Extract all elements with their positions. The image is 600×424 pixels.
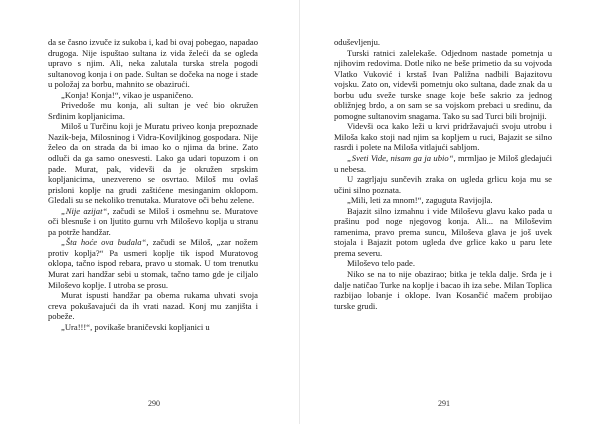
paragraph: U zagrljaju sunčevih zraka on ugleda grlicu koja mu se učini silno poznata. <box>334 174 552 195</box>
left-page-text <box>48 37 258 332</box>
page-number: 290 <box>148 399 160 408</box>
paragraph: Miloš u Turčinu koji je Muratu priveo konja prepoznade Nazik-beja, Milosninog i Vidra-Koviljkinog gospodara. Nije želeo da on strada da bi imao ko o njima da brine. Zato odluči da ga samo onesvesti. Lako ga udari topuzom i on pade. Murat, pak, videvši da je okružen srpskim kopljanicima, unezvereno se osvrtao. Miloš mu ovlaš prisloni koplje na grudi zaštićene mesinganim oklopom. Gledali su se nekoliko trenutaka. Muratove oči behu zelene. <box>48 121 258 206</box>
paragraph: Privedoše mu konja, ali sultan je već bio okružen Srđinim kopljanicima. <box>48 100 258 121</box>
paragraph: oduševljenju. <box>334 37 381 47</box>
paragraph: Murat ispusti handžar pa obema rukama uhvati svoja creva pokušavajući da ih vrati nazad. Konj mu zanjišta i pobeže. <box>48 290 258 322</box>
right-page <box>300 0 600 424</box>
paragraph: Turski ratnici zalelekaše. Odjednom nastade pometnja u njihovim redovima. Dotle niko ne beše primetio da su vojvoda Vlatko Vuković i krstaš Ivan Paližna nadbili Bajazitovu vojsku. Zato on, videvši pometnju oko sultana, dade znak da u borbu uđu sveže turske snage koje beše sakrio za jednog obližnjeg brdo, a on sam se sa vojskom prebaci u sredinu, da pomogne sultanovim snagama. Tako su sad Turci bili brojniji. <box>334 47 552 121</box>
paragraph-italic-quote: „Nije azijat“, začudi se Miloš i osmehnu se. Muratove oči blesnuše i on ljutito gurnu vrh Miloševo koplja u stranu pa potrže handžar. <box>48 205 258 237</box>
paragraph: „Ura!!!“, povikaše braničevski kopljanici u <box>61 321 210 332</box>
right-page-text <box>334 37 552 311</box>
paragraph: „Konja! Konja!“, vikao je uspaničeno. <box>61 89 194 100</box>
paragraph: Niko se na to nije obazirao; bitka je tekla dalje. Srđa je i dalje natičao Turke na koplje i bacao ih iza sebe. Milan Toplica razbijao lobanje i oklope. Ivan Kosančić mačem probijao turske grudi. <box>334 269 552 311</box>
paragraph-italic-quote: „Sveti Vide, nisam ga ja ubio“, mrmljao je Miloš gledajući u nebesa. <box>334 153 552 174</box>
paragraph: „Mili, leti za mnom!“, zaguguta Ravijojla. <box>347 195 493 206</box>
paragraph-italic-quote: „Šta hoće ova budala“, začudi se Miloš, „zar nožem protiv koplja?“ Pa usmeri koplje tik ispod Muratovog oklopa, tačno ispod rebara, pravo u stomak. U tom trenutku Murat zari handžar sebi u stomak, tačno tamo gde je ciljalo Miloševo koplje. I utroba se prosu. <box>48 237 258 290</box>
paragraph: da se časno izvuče iz sukoba i, kad bi ovaj pobegao, napadao drugoga. Nije ispuštao sultana iz vida želeći da se ogleda upravo s njim. Ali, neka zalutala turska strela pogodi sultanovog konja i on pade. Sultan se dočeka na noge i stade u položaj za borbu, mahnito se obazirući. <box>48 37 258 90</box>
page-number: 291 <box>438 399 450 408</box>
paragraph: Bajazit silno izmahnu i vide Miloševu glavu kako pada u prašinu pod noge njegovog konja. Ali... na Miloševim ramenima, pravo prema suncu, Miloševa glava je još uvek stojala i Bajazit potom ugleda dve grlice kako u paru lete prema severu. <box>334 205 552 258</box>
paragraph: Videvši oca kako leži u krvi pridržavajući svoju utrobu i Miloša kako stoji nad njim sa kopljem u ruci, Bajazit se silno rasrdi i polete na Miloša vitlajući sabljom. <box>334 121 552 153</box>
paragraph: Miloševo telo pade. <box>347 258 416 269</box>
